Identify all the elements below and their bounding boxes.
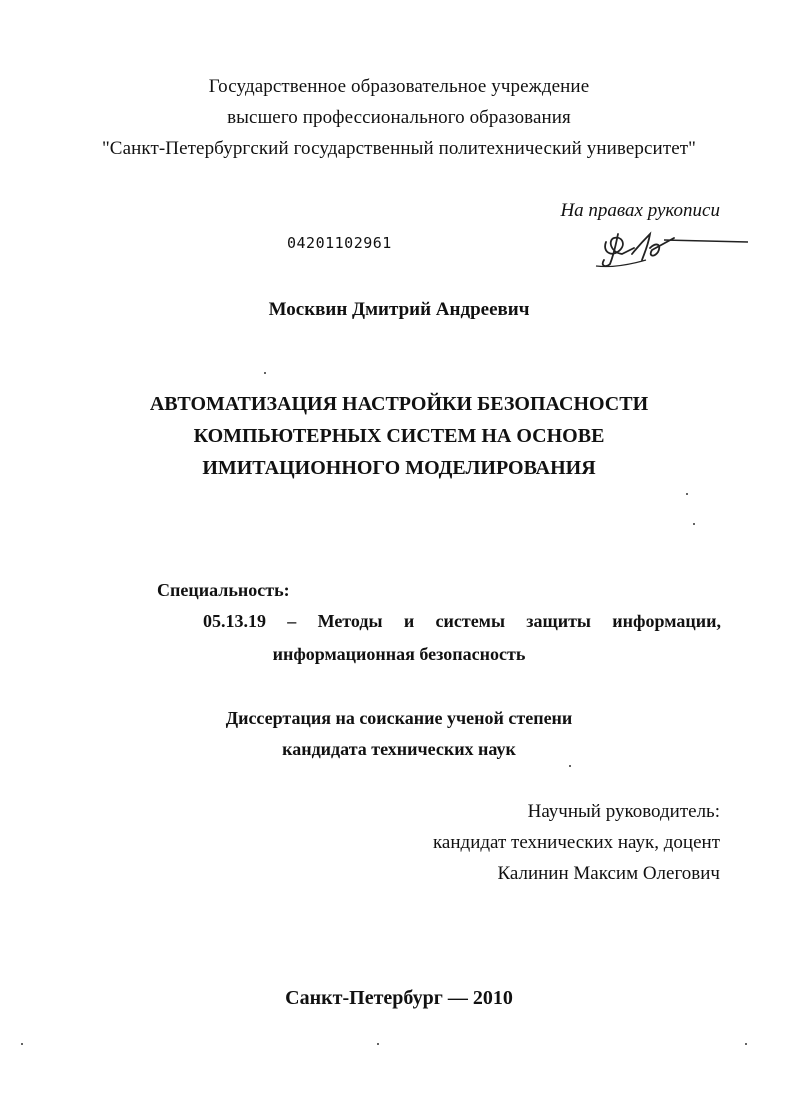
scan-speck (569, 765, 571, 767)
specialty-word: защиты (526, 611, 591, 631)
advisor-name: Калинин Максим Олегович (497, 863, 720, 884)
specialty-line-1 (203, 611, 721, 632)
dissertation-line-1: Диссертация на соискание ученой степени (225, 708, 573, 728)
specialty-word: системы (435, 611, 505, 631)
signature-icon (592, 224, 752, 272)
specialty-code: 05.13.19 (203, 611, 266, 631)
institution-line-1: Государственное образовательное учреждение (208, 76, 590, 97)
dissertation-line-2: кандидата технических наук (282, 739, 516, 759)
manuscript-note: На правах рукописи (560, 200, 720, 221)
scan-speck (21, 1043, 23, 1045)
scan-speck (693, 523, 695, 525)
institution-line-3: "Санкт-Петербургский государственный политехнический университет" (101, 138, 697, 159)
scan-speck (745, 1043, 747, 1045)
catalog-number: 04201102961 (287, 234, 392, 252)
institution-line-2: высшего профессионального образования (227, 107, 571, 128)
specialty-word: информации, (612, 611, 721, 631)
scan-speck (264, 372, 266, 374)
specialty-dash: – (287, 611, 297, 631)
specialty-word: и (403, 611, 415, 631)
title-line-2: КОМПЬЮТЕРНЫХ СИСТЕМ НА ОСНОВЕ (193, 425, 605, 447)
city-year: Санкт-Петербург — 2010 (285, 987, 513, 1009)
specialty-line-2: информационная безопасность (272, 644, 526, 664)
author-name: Москвин Дмитрий Андреевич (268, 299, 530, 320)
scan-speck (686, 493, 688, 495)
title-line-3: ИМИТАЦИОННОГО МОДЕЛИРОВАНИЯ (202, 457, 596, 479)
specialty-word: Методы (317, 611, 383, 631)
title-line-1: АВТОМАТИЗАЦИЯ НАСТРОЙКИ БЕЗОПАСНОСТИ (149, 393, 649, 415)
advisor-label: Научный руководитель: (527, 801, 720, 822)
scan-speck (377, 1043, 379, 1045)
specialty-label: Специальность: (157, 580, 290, 600)
advisor-degree: кандидат технических наук, доцент (432, 832, 720, 853)
